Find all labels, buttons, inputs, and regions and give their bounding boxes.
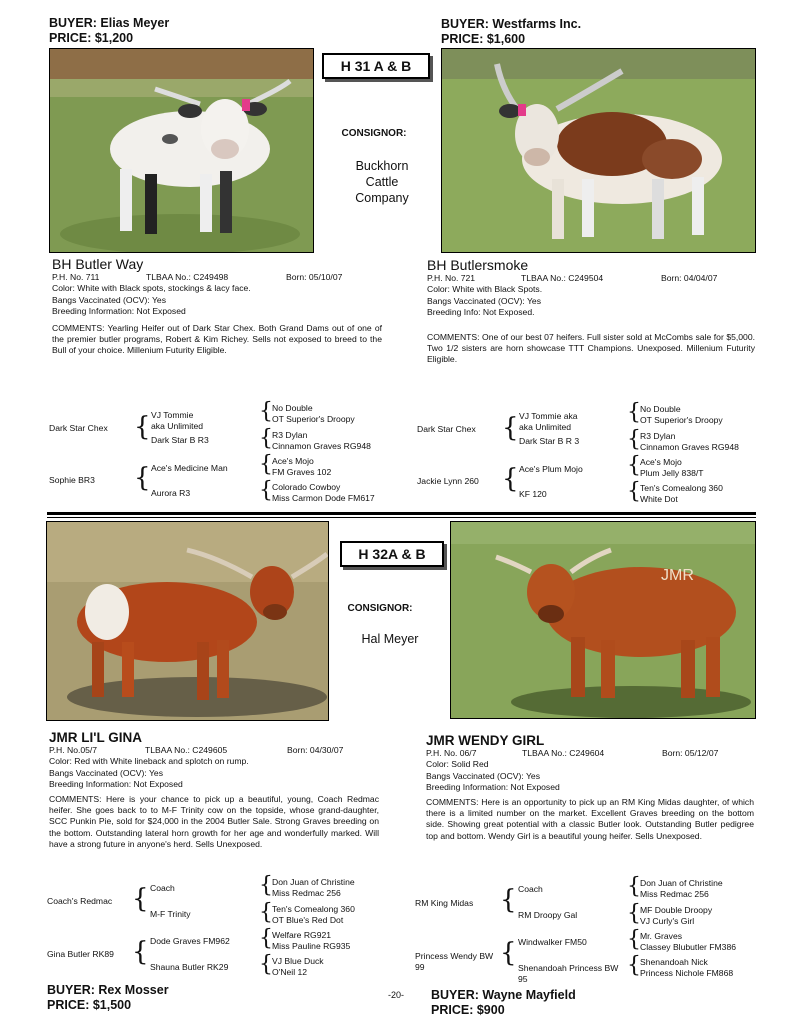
brace-icon: {: [627, 479, 641, 504]
consignor-label: CONSIGNOR:: [341, 128, 407, 139]
color-description: Color: White with Black spots, stockings & lacy face.: [52, 283, 251, 294]
pedigree-dam-sire: Ace's Medicine Man: [151, 463, 228, 473]
brace-icon: {: [627, 901, 641, 926]
brace-icon: {: [259, 452, 273, 477]
buyer-name: BUYER: Westfarms Inc.: [441, 17, 582, 31]
lot-number-box: H 32A & B: [340, 541, 444, 567]
tlbaa-number: TLBAA No.: C249604: [522, 748, 605, 758]
pedigree-dam-dam: Shauna Butler RK29: [150, 962, 229, 972]
ph-number: P.H. No. 06/7: [426, 748, 477, 758]
brace-icon: {: [259, 926, 273, 951]
pedigree-jmr-lil-gina: [47, 873, 407, 986]
sale-price: PRICE: $900: [431, 1003, 505, 1017]
cattle-photo-bh-butlersmoke: [441, 48, 756, 253]
sale-price: PRICE: $1,200: [49, 31, 134, 45]
tlbaa-number: TLBAA No.: C249504: [521, 273, 604, 283]
brace-icon: {: [259, 426, 273, 451]
breeding-info: Breeding Info: Not Exposed.: [427, 307, 535, 318]
brace-icon: {: [500, 885, 517, 915]
color-description: Color: Red with White lineback and splotch on rump.: [49, 756, 249, 767]
brace-icon: {: [259, 900, 273, 925]
breeding-info: Breeding Information: Not Exposed: [52, 306, 186, 317]
section-divider: [47, 512, 756, 515]
buyer-top-left: [49, 16, 169, 46]
pedigree-dam: Gina Butler RK89: [47, 949, 114, 959]
pedigree-sire-sire: VJ Tommie aka aka Unlimited: [519, 411, 578, 432]
cattle-photo-bh-butler-way: [49, 48, 314, 253]
animal-details: [426, 748, 754, 794]
pedigree-dam-sire: Dode Graves FM962: [150, 936, 230, 946]
bangs-vaccinated: Bangs Vaccinated (OCV): Yes: [427, 295, 542, 306]
pedigree-sire: RM King Midas: [415, 898, 474, 908]
consignor-line: Cattle: [365, 175, 399, 189]
pedigree-sire-sire: Coach: [518, 884, 543, 894]
pedigree-ggs: MF Double Droopy VJ Curly's Girl: [640, 905, 713, 926]
born-date: Born: 04/04/07: [661, 273, 718, 283]
born-date: Born: 04/30/07: [287, 745, 344, 755]
cattle-photo-jmr-lil-gina: [46, 521, 329, 721]
breeding-info: Breeding Information: Not Exposed: [426, 782, 560, 793]
buyer-name: BUYER: Wayne Mayfield: [431, 988, 576, 1002]
brace-icon: {: [502, 464, 519, 494]
pedigree-ggs: Ten's Comealong 360 White Dot: [640, 483, 723, 504]
pedigree-ggs: Colorado Cowboy Miss Carmon Dode FM617: [272, 482, 375, 503]
pedigree-dam-dam: Shenandoah Princess BW 95: [518, 963, 619, 984]
animal-details: [49, 745, 379, 791]
comments: COMMENTS: Here is your chance to pick up a beautiful, young, Coach Redmac heifer. She goes back to to M-F Trinity cow on the topside, whose grand-daughter, SCC Punkin Pie, sold for $24,000 in the 2004 Butler Sale. Strong Graves breeding on the bottom. Outstanding lateral horn growth for her age and wonderfully marked. Will have a strong future in anyone's herd. Sells Unexposed.: [49, 793, 379, 850]
pedigree-sire-dam: M-F Trinity: [150, 909, 191, 919]
buyer-name: BUYER: Rex Mosser: [47, 983, 169, 997]
brace-icon: {: [259, 873, 273, 898]
sale-price: PRICE: $1,600: [441, 32, 526, 46]
pedigree-dam: Sophie BR3: [49, 475, 95, 485]
pedigree-jmr-wendy-girl: [415, 874, 760, 987]
pedigree-bh-butlersmoke: [417, 400, 762, 513]
pedigree-ggs: Don Juan of Christine Miss Redmac 256: [640, 878, 723, 899]
section-divider-thin: [47, 517, 756, 518]
bangs-vaccinated: Bangs Vaccinated (OCV): Yes: [52, 294, 167, 305]
sale-price: PRICE: $1,500: [47, 998, 132, 1012]
brace-icon: {: [134, 412, 151, 442]
pedigree-ggs: No Double OT Superior's Droopy: [640, 404, 723, 425]
buyer-top-right: [441, 17, 581, 47]
brace-icon: {: [627, 400, 641, 425]
ph-number: P.H. No. 711: [52, 272, 100, 282]
pedigree-dam-sire: Windwalker FM50: [518, 937, 587, 947]
bangs-vaccinated: Bangs Vaccinated (OCV): Yes: [426, 770, 541, 781]
pedigree-dam: Princess Wendy BW 99: [415, 951, 494, 972]
pedigree-ggs: VJ Blue Duck O'Neil 12: [272, 956, 324, 977]
consignor-line: Company: [355, 191, 409, 205]
comments: COMMENTS: Yearling Heifer out of Dark Star Chex. Both Grand Dams out of one of the premier butler programs, Robert & Kim Richey. Sells not exposed to breed to the Bull of your choice. Millenium Futurity Eligible.: [52, 322, 382, 356]
animal-details: [427, 273, 755, 319]
brace-icon: {: [259, 399, 273, 424]
pedigree-ggs: Ace's Mojo Plum Jelly 838/T: [640, 457, 704, 478]
brace-icon: {: [132, 937, 149, 967]
pedigree-sire-sire: Coach: [150, 883, 175, 893]
buyer-bottom-left: [47, 983, 169, 1013]
brace-icon: {: [627, 953, 641, 978]
animal-info-bh-butlersmoke: [427, 257, 755, 366]
ph-number: P.H. No.05/7: [49, 745, 98, 755]
consignor-label: CONSIGNOR:: [347, 603, 413, 614]
pedigree-dam: Jackie Lynn 260: [417, 476, 479, 486]
pedigree-sire-dam: Dark Star B R3: [151, 435, 209, 445]
pedigree-dam-dam: Aurora R3: [151, 488, 191, 498]
cow-brown-spotted: [442, 49, 755, 252]
pedigree-ggs: R3 Dylan Cinnamon Graves RG948: [640, 431, 739, 452]
pedigree-sire: Dark Star Chex: [49, 423, 108, 433]
pedigree-ggs: Mr. Graves Classey Blubutler FM386: [640, 931, 737, 952]
pedigree-ggs: Welfare RG921 Miss Pauline RG935: [272, 930, 351, 951]
breeding-info: Breeding Information: Not Exposed: [49, 779, 183, 790]
pedigree-sire-dam: RM Droopy Gal: [518, 910, 578, 920]
born-date: Born: 05/12/07: [662, 748, 719, 758]
pedigree-dam-dam: KF 120: [519, 489, 547, 499]
pedigree-sire: Dark Star Chex: [417, 424, 476, 434]
animal-name: JMR WENDY GIRL: [426, 733, 545, 748]
pedigree-ggs: No Double OT Superior's Droopy: [272, 403, 355, 424]
brace-icon: {: [134, 463, 151, 493]
animal-details: [52, 272, 382, 318]
comments: COMMENTS: Here is an opportunity to pick up an RM King Midas daughter, of which there is a limited number on the market. Excellent Graves breeding on the bottom side. Showing great potential with a classic Butler look. Outstanding Butler pedigree top and bottom. Wendy Girl is a beautiful young heifer. Sells Unexposed.: [426, 796, 754, 841]
buyer-bottom-right: [431, 988, 576, 1018]
pedigree-ggs: R3 Dylan Cinnamon Graves RG948: [272, 430, 371, 451]
brace-icon: {: [502, 413, 519, 443]
brace-icon: {: [627, 874, 641, 899]
color-description: Color: White with Black Spots.: [427, 284, 543, 295]
tlbaa-number: TLBAA No.: C249605: [145, 745, 228, 755]
pedigree-dam-sire: Ace's Plum Mojo: [519, 464, 583, 474]
born-date: Born: 05/10/07: [286, 272, 343, 282]
brace-icon: {: [259, 952, 273, 977]
brace-icon: {: [627, 427, 641, 452]
cattle-brand: JMR: [661, 567, 694, 584]
consignor-line: Buckhorn: [355, 159, 409, 173]
comments: COMMENTS: One of our best 07 heifers. Full sister sold at McCombs sale for $5,000. Two 1/2 sisters are horn showcase TTT Champions. Unexposed. Millenium Futurity Eligible.: [427, 331, 755, 365]
pedigree-bh-butler-way: [49, 399, 409, 512]
cow-white-black-spots: [50, 49, 313, 252]
brace-icon: {: [627, 453, 641, 478]
consignor-name: [322, 158, 442, 206]
animal-name: BH Butler Way: [52, 256, 144, 272]
color-description: Color: Solid Red: [426, 759, 489, 770]
buyer-name: BUYER: Elias Meyer: [49, 16, 170, 30]
cow-solid-red: [451, 522, 755, 718]
animal-name: BH Butlersmoke: [427, 257, 529, 273]
cattle-photo-jmr-wendy-girl: [450, 521, 756, 719]
animal-name: JMR LI'L GINA: [49, 730, 142, 745]
tlbaa-number: TLBAA No.: C249498: [146, 272, 229, 282]
pedigree-sire-dam: Dark Star B R 3: [519, 436, 580, 446]
brace-icon: {: [132, 884, 149, 914]
pedigree-ggs: Shenandoah Nick Princess Nichole FM868: [640, 957, 734, 978]
brace-icon: {: [627, 927, 641, 952]
brace-icon: {: [500, 938, 517, 968]
pedigree-sire: Coach's Redmac: [47, 896, 113, 906]
pedigree-ggs: Ten's Comealong 360 OT Blue's Red Dot: [272, 904, 355, 925]
animal-info-jmr-wendy-girl: [426, 733, 754, 842]
brace-icon: {: [259, 478, 273, 503]
animal-info-jmr-lil-gina: [49, 730, 379, 851]
pedigree-sire-sire: VJ Tommie aka Unlimited: [151, 410, 204, 431]
page-number: -20-: [388, 990, 405, 1000]
pedigree-ggs: Don Juan of Christine Miss Redmac 256: [272, 877, 355, 898]
consignor-line: Hal Meyer: [361, 632, 419, 646]
lot-number-box: H 31 A & B: [322, 53, 430, 79]
animal-info-bh-butler-way: [52, 256, 382, 357]
bangs-vaccinated: Bangs Vaccinated (OCV): Yes: [49, 767, 164, 778]
pedigree-ggs: Ace's Mojo FM Graves 102: [272, 456, 332, 477]
ph-number: P.H. No. 721: [427, 273, 476, 283]
cow-red-white-lineback: [47, 522, 328, 720]
consignor-name: [340, 631, 440, 647]
